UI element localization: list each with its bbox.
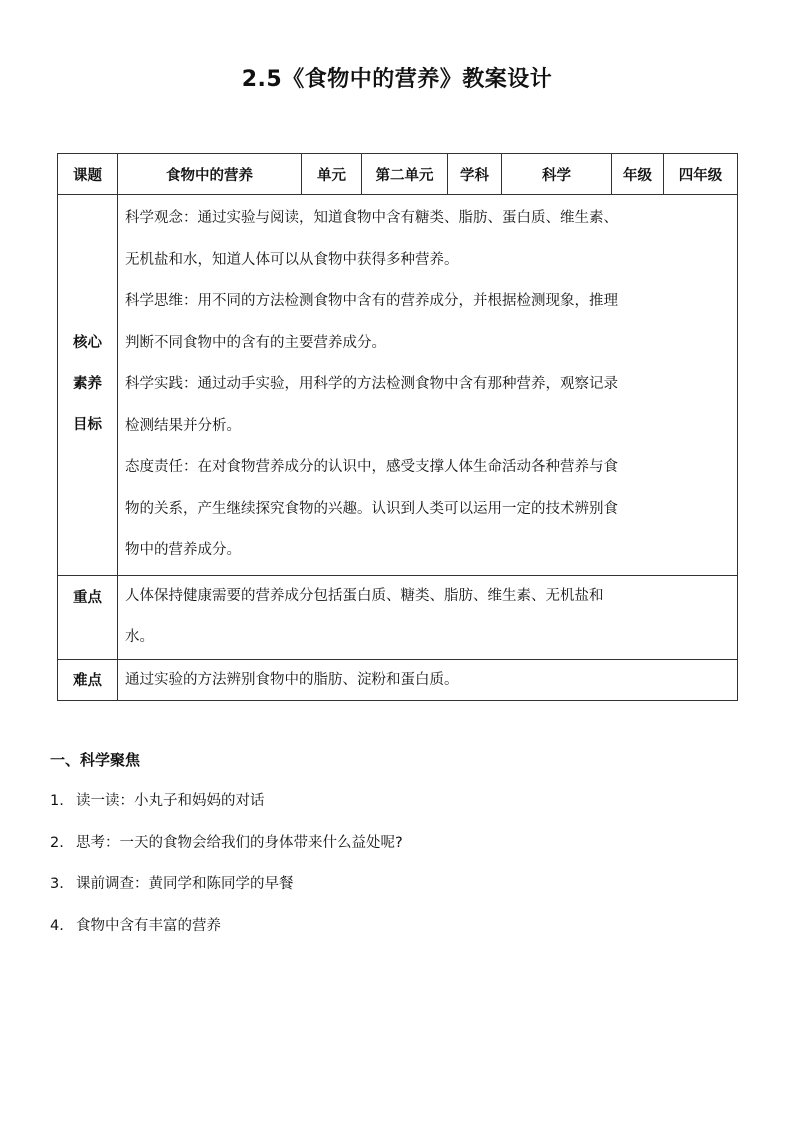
goals-label-line: 目标 <box>73 417 102 434</box>
list-item-number: 1. <box>50 793 64 809</box>
key-point-content <box>118 575 738 659</box>
list-item-number: 3. <box>50 876 64 892</box>
page-title: 2.5《食物中的营养》教案设计 <box>241 67 553 92</box>
goal-line: 态度责任：在对食物营养成分的认识中，感受支撑人体生命活动各种营养与食 <box>125 459 618 475</box>
goal-line: 物的关系，产生继续探究食物的兴趣。认识到人类可以运用一定的技术辨别食 <box>125 500 618 517</box>
grade-value: 四年级 <box>664 154 738 195</box>
list-item <box>50 781 403 823</box>
unit-value: 第二单元 <box>362 154 448 195</box>
list-item-text: 食物中含有丰富的营养 <box>76 917 221 934</box>
list-item <box>50 823 403 865</box>
goals-content <box>118 195 738 576</box>
difficulty-line: 通过实验的方法辨别食物中的脂肪、淀粉和蛋白质。 <box>125 671 459 688</box>
list-item <box>50 906 403 948</box>
goal-line: 检测结果并分析。 <box>125 417 241 434</box>
subject-label: 学科 <box>448 154 502 195</box>
topic-label: 课题 <box>58 154 118 195</box>
goal-line: 物中的营养成分。 <box>125 542 241 558</box>
list-item <box>50 864 403 906</box>
unit-label: 单元 <box>302 154 362 195</box>
goals-label-line: 核心 <box>73 335 102 352</box>
lesson-plan-table <box>57 153 738 701</box>
key-point-line: 水。 <box>125 629 154 645</box>
key-point-label: 重点 <box>58 575 118 659</box>
goals-label-line: 素养 <box>73 376 102 393</box>
difficulty-row <box>58 659 738 700</box>
list-item-text: 课前调查：黄同学和陈同学的早餐 <box>76 876 294 892</box>
key-point-line: 人体保持健康需要的营养成分包括蛋白质、糖类、脂肪、维生素、无机盐和 <box>125 587 604 604</box>
section-title: 一、科学聚焦 <box>50 751 141 769</box>
goals-row <box>58 195 738 576</box>
goal-line: 科学思维：用不同的方法检测食物中含有的营养成分，并根据检测现象，推理 <box>125 293 618 309</box>
goal-line: 科学实践：通过动手实验，用科学的方法检测食物中含有那种营养，观察记录 <box>125 376 618 392</box>
goals-label <box>58 195 118 576</box>
goal-line: 判断不同食物中的含有的主要营养成分。 <box>125 334 386 351</box>
topic-value: 食物中的营养 <box>118 154 302 195</box>
list-item-text: 读一读：小丸子和妈妈的对话 <box>76 793 265 809</box>
key-point-row <box>58 575 738 659</box>
list-item-number: 2. <box>50 834 64 851</box>
focus-list <box>50 781 403 947</box>
difficulty-content <box>118 659 738 700</box>
header-row <box>58 154 738 195</box>
list-item-text: 思考：一天的食物会给我们的身体带来什么益处呢? <box>76 834 403 851</box>
grade-label: 年级 <box>612 154 664 195</box>
goal-line: 无机盐和水，知道人体可以从食物中获得多种营养。 <box>125 251 459 268</box>
list-item-number: 4. <box>50 917 64 934</box>
difficulty-label: 难点 <box>58 659 118 700</box>
subject-value: 科学 <box>502 154 612 195</box>
goal-line: 科学观念：通过实验与阅读，知道食物中含有糖类、脂肪、蛋白质、维生素、 <box>125 210 618 226</box>
